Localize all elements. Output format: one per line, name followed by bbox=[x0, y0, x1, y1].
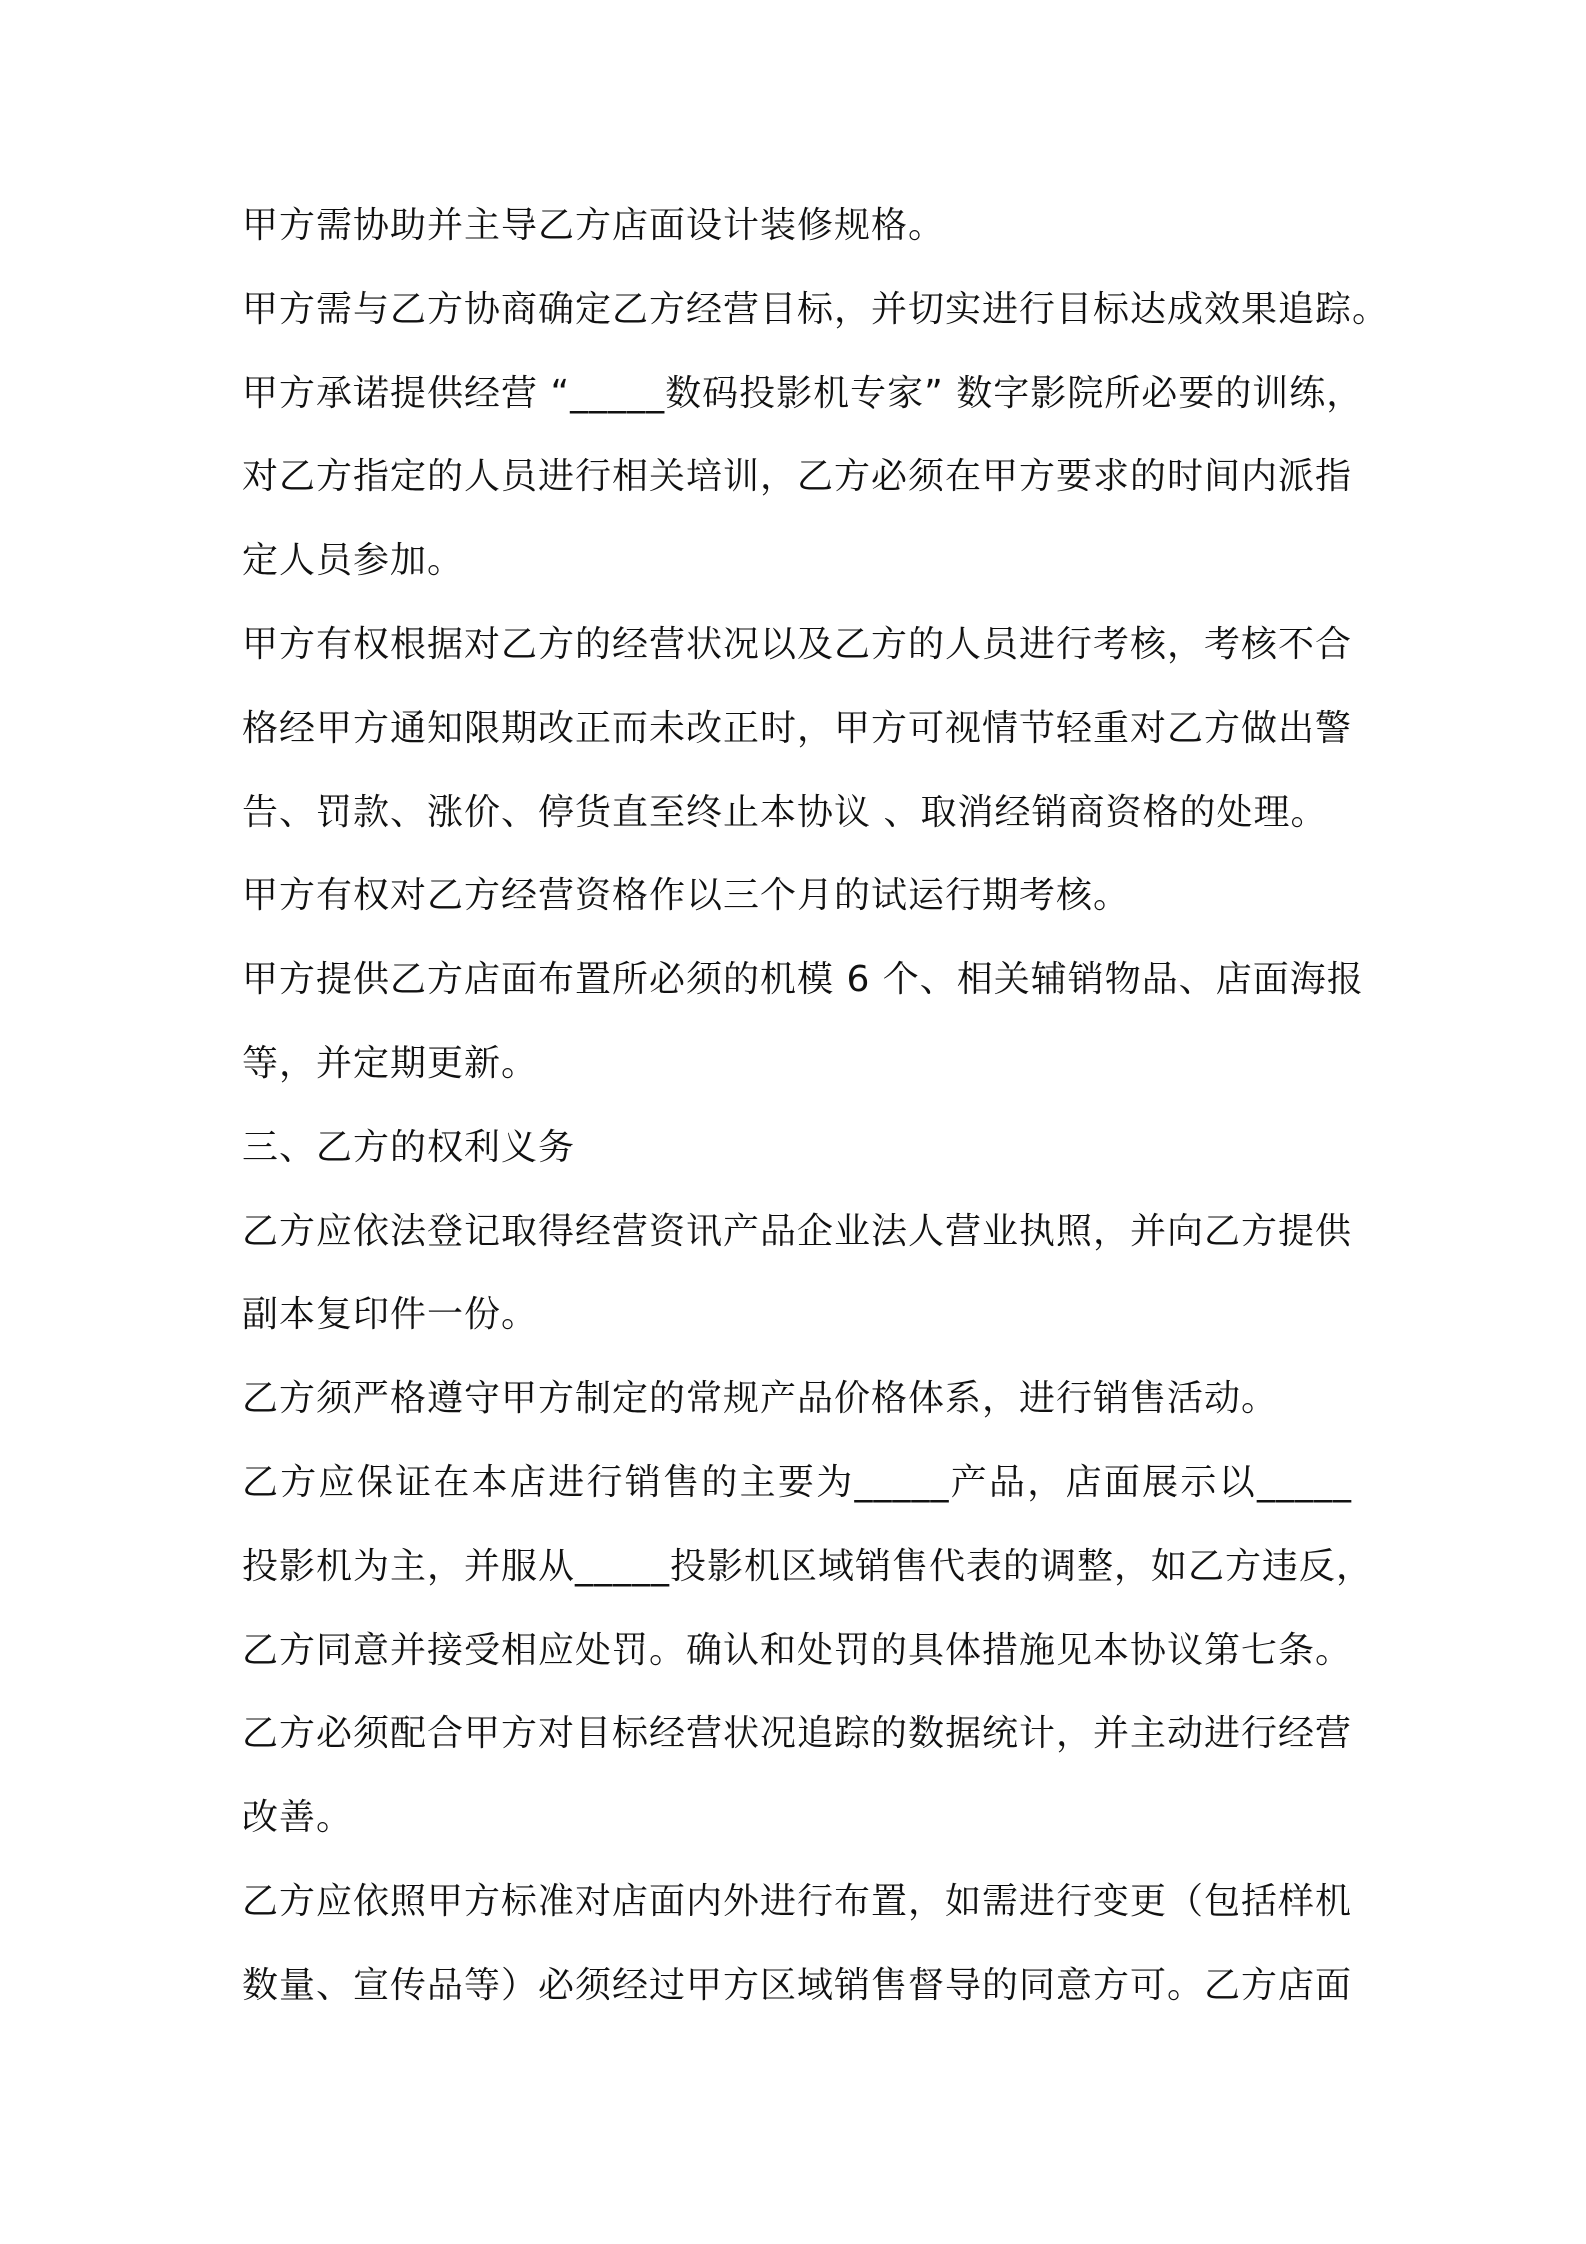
text-line: 副本复印件一份。 bbox=[242, 1294, 539, 1336]
text-line: 等，并定期更新。 bbox=[242, 1042, 539, 1084]
text-line: 甲方需与乙方协商确定乙方经营目标，并切实进行目标达成效果追踪。 bbox=[242, 288, 1390, 330]
text-line: 甲方需协助并主导乙方店面设计装修规格。 bbox=[242, 205, 946, 246]
section-heading: 三、乙方的权利义务 bbox=[242, 1126, 576, 1168]
text-line: 投影机为主，并服从_____投影机区域销售代表的调整，如乙方违反， bbox=[242, 1545, 1374, 1587]
text-line: 乙方应依照甲方标准对店面内外进行布置，如需进行变更（包括样机 bbox=[242, 1880, 1353, 1922]
text-line: 告、罚款、涨价、停货直至终止本协议 、取消经销商资格的处理。 bbox=[242, 791, 1328, 833]
text-line: 对乙方指定的人员进行相关培训，乙方必须在甲方要求的时间内派指 bbox=[242, 456, 1353, 498]
text-line: 定人员参加。 bbox=[242, 540, 465, 582]
text-line: 乙方必须配合甲方对目标经营状况追踪的数据统计，并主动进行经营 bbox=[242, 1713, 1353, 1755]
text-line: 乙方同意并接受相应处罚。确认和处罚的具体措施见本协议第七条。 bbox=[242, 1629, 1353, 1671]
text-line: 格经甲方通知限期改正而未改正时，甲方可视情节轻重对乙方做出警 bbox=[242, 707, 1353, 749]
text-line: 甲方有权根据对乙方的经营状况以及乙方的人员进行考核，考核不合 bbox=[242, 623, 1353, 665]
document-body bbox=[242, 184, 1390, 2028]
text-line: 甲方提供乙方店面布置所必须的机模 6 个、相关辅销物品、店面海报 bbox=[242, 959, 1364, 1001]
text-line: 甲方有权对乙方经营资格作以三个月的试运行期考核。 bbox=[242, 875, 1131, 917]
text-line: 甲方承诺提供经营 “_____数码投影机专家” 数字影院所必要的训练， bbox=[242, 372, 1364, 414]
text-line: 乙方应保证在本店进行销售的主要为_____产品，店面展示以_____ bbox=[242, 1461, 1352, 1503]
text-line: 乙方应依法登记取得经营资讯产品企业法人营业执照，并向乙方提供 bbox=[242, 1210, 1353, 1252]
text-line: 数量、宣传品等）必须经过甲方区域销售督导的同意方可。乙方店面 bbox=[242, 1964, 1353, 2006]
text-line: 乙方须严格遵守甲方制定的常规产品价格体系，进行销售活动。 bbox=[242, 1378, 1279, 1420]
text-line: 改善。 bbox=[242, 1797, 354, 1839]
